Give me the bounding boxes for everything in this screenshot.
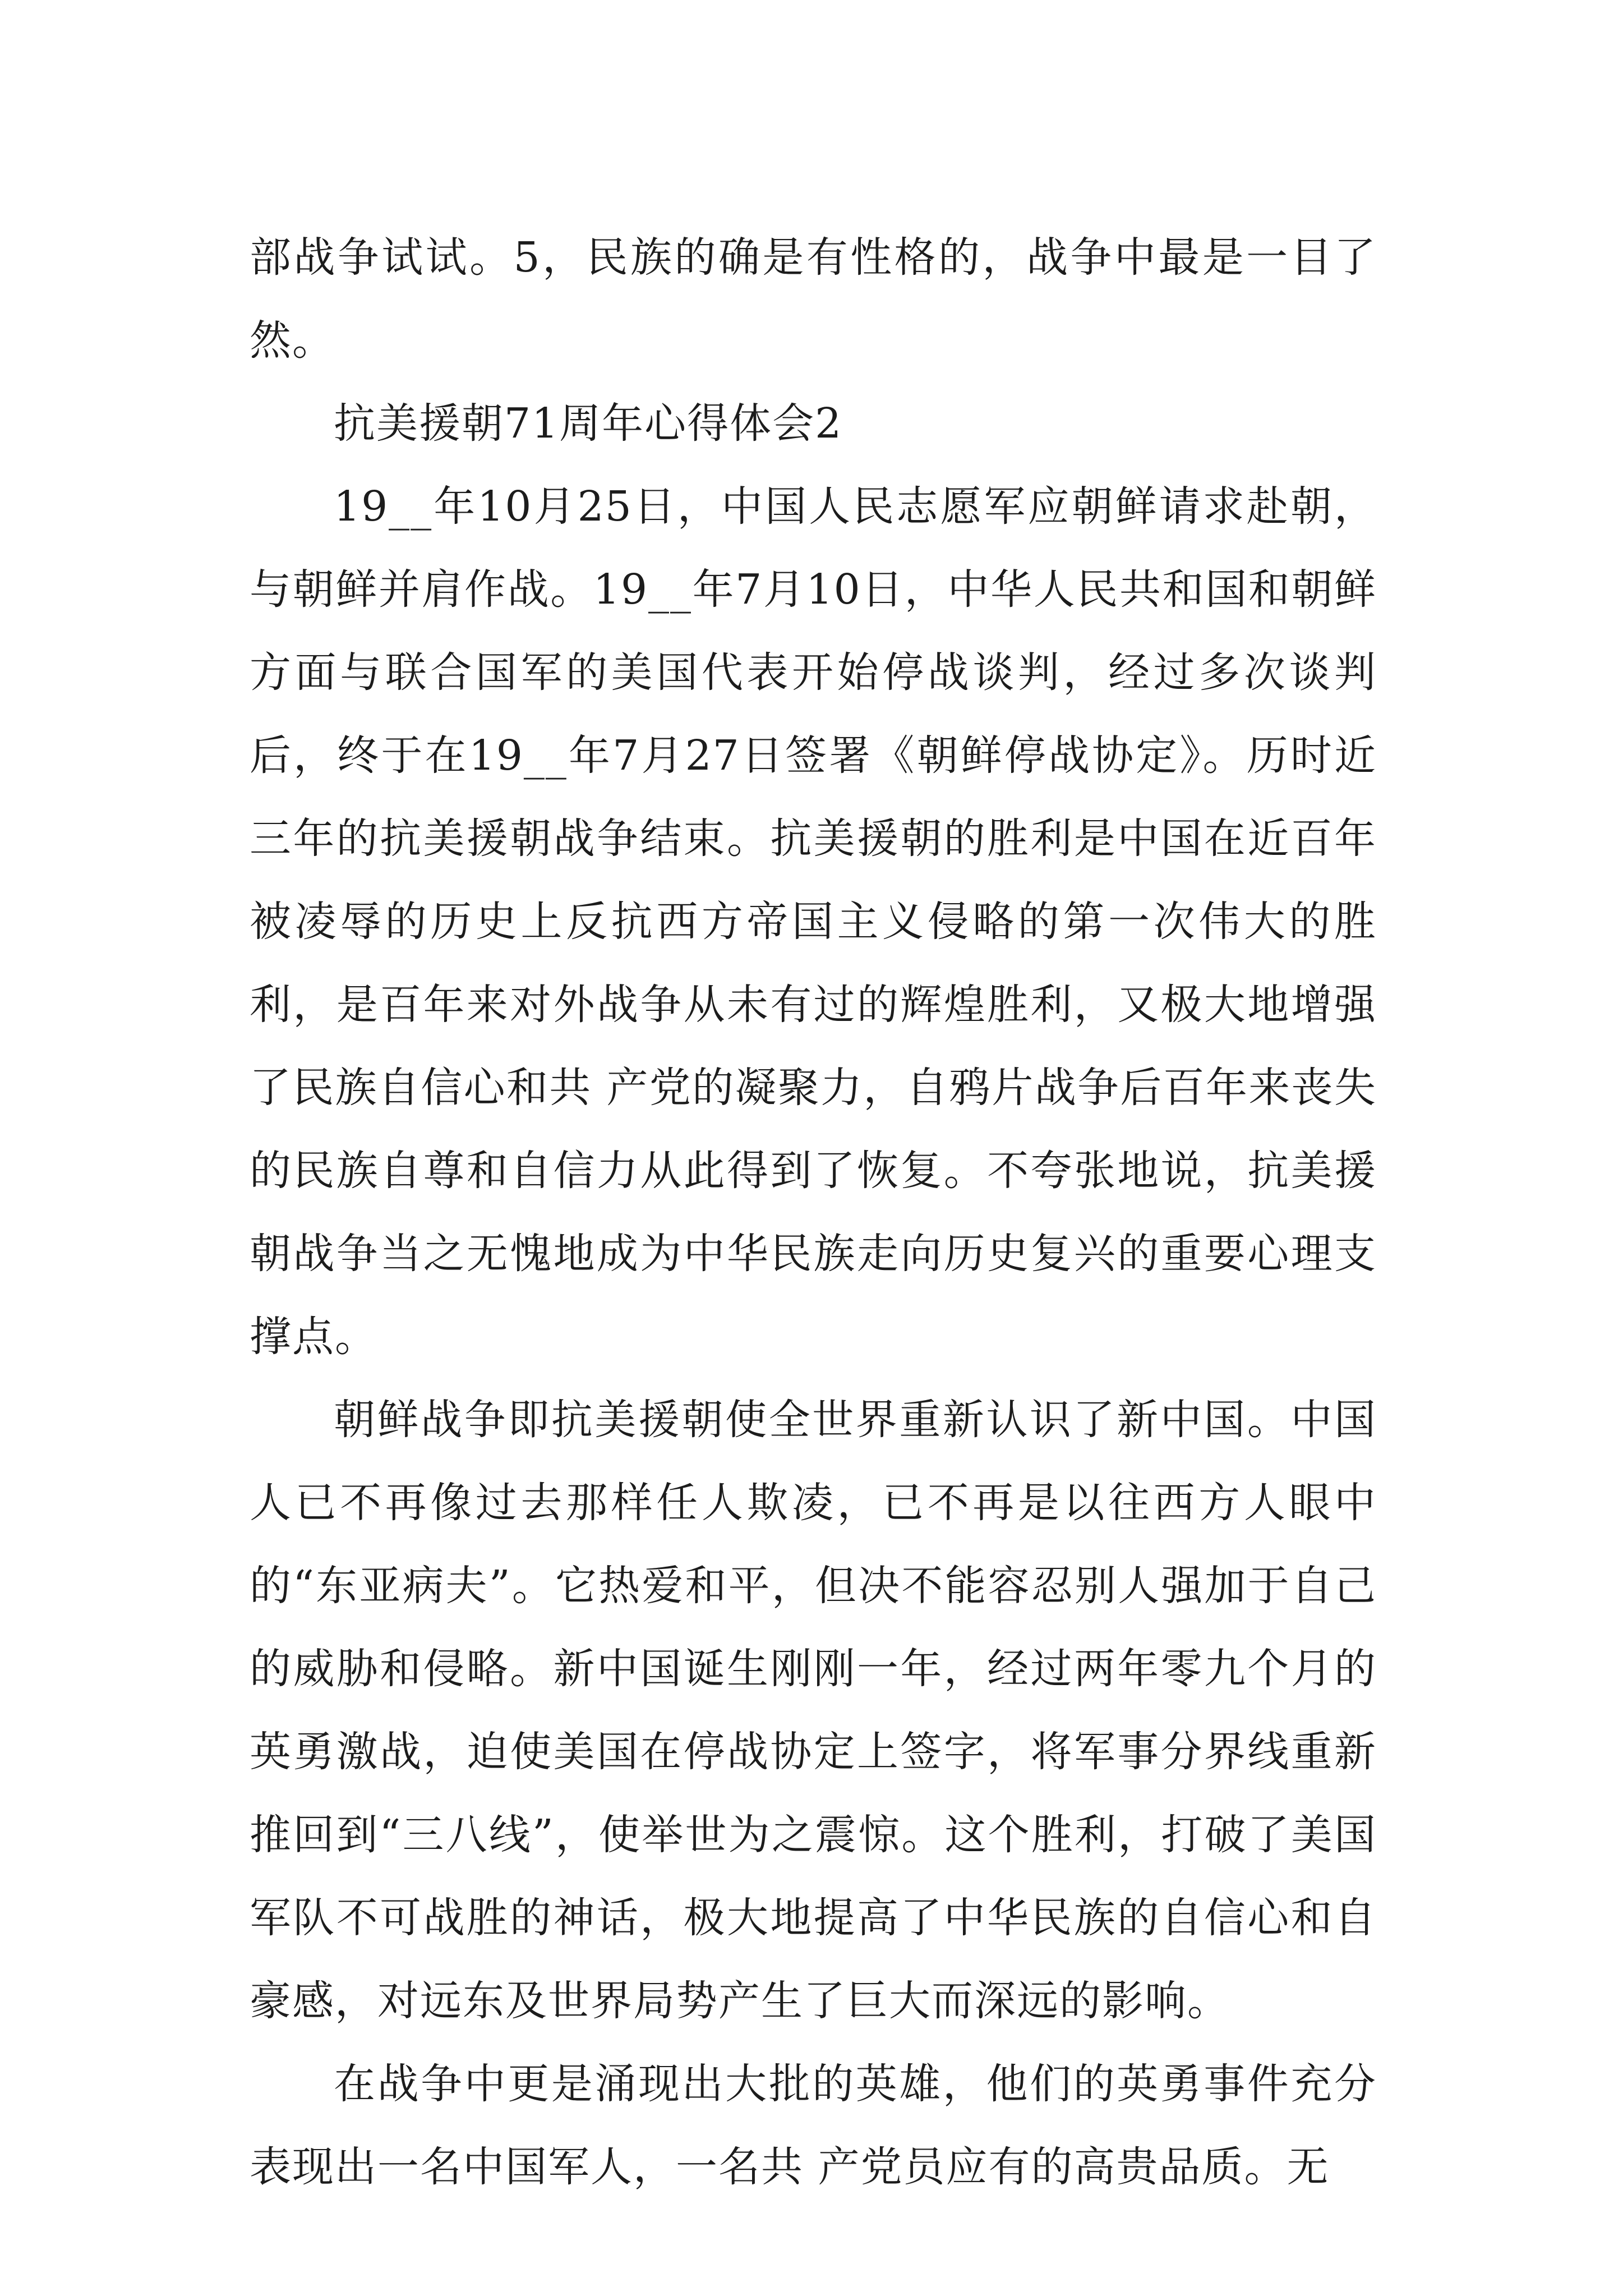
- paragraph-armistice: 19__年10月25日，中国人民志愿军应朝鲜请求赴朝，与朝鲜并肩作战。19__年7月10日，中华人民共和国和朝鲜方面与联合国军的美国代表开始停战谈判，经过多次谈判后，终于在19__年7月27日签署《朝鲜停战协定》。历时近三年的抗美援朝战争结束。抗美援朝的胜利是中国在近百年被凌辱的历史上反抗西方帝国主义侵略的第一次伟大的胜利，是百年来对外战争从未有过的辉煌胜利，又极大地增强了民族自信心和共 产党的凝聚力，自鸦片战争后百年来丧失的民族自尊和自信力从此得到了恢复。不夸张地说，抗美援朝战争当之无愧地成为中华民族走向历史复兴的重要心理支撑点。: [250, 482, 1377, 1361]
- paragraph-new-china: 朝鲜战争即抗美援朝使全世界重新认识了新中国。中国人已不再像过去那样任人欺凌，已不再是以往西方人眼中的“东亚病夫”。它热爱和平，但决不能容忍别人强加于自己的威胁和侵略。新中国诞生刚刚一年，经过两年零九个月的英勇激战，迫使美国在停战协定上签字，将军事分界线重新推回到“三八线”，使举世为之震惊。这个胜利，打破了美国军队不可战胜的神话，极大地提高了中华民族的自信心和自豪感，对远东及世界局势产生了巨大而深远的影响。: [250, 1396, 1377, 2025]
- section-heading: 抗美援朝71周年心得体会2: [334, 399, 843, 448]
- paragraph-heroes: 在战争中更是涌现出大批的英雄，他们的英勇事件充分表现出一名中国军人，一名共 产党员应有的高贵品质。无: [250, 2060, 1377, 2191]
- document-body: [250, 216, 1377, 2208]
- paragraph-continuation: 部战争试试。5，民族的确是有性格的，战争中最是一目了然。: [250, 233, 1377, 365]
